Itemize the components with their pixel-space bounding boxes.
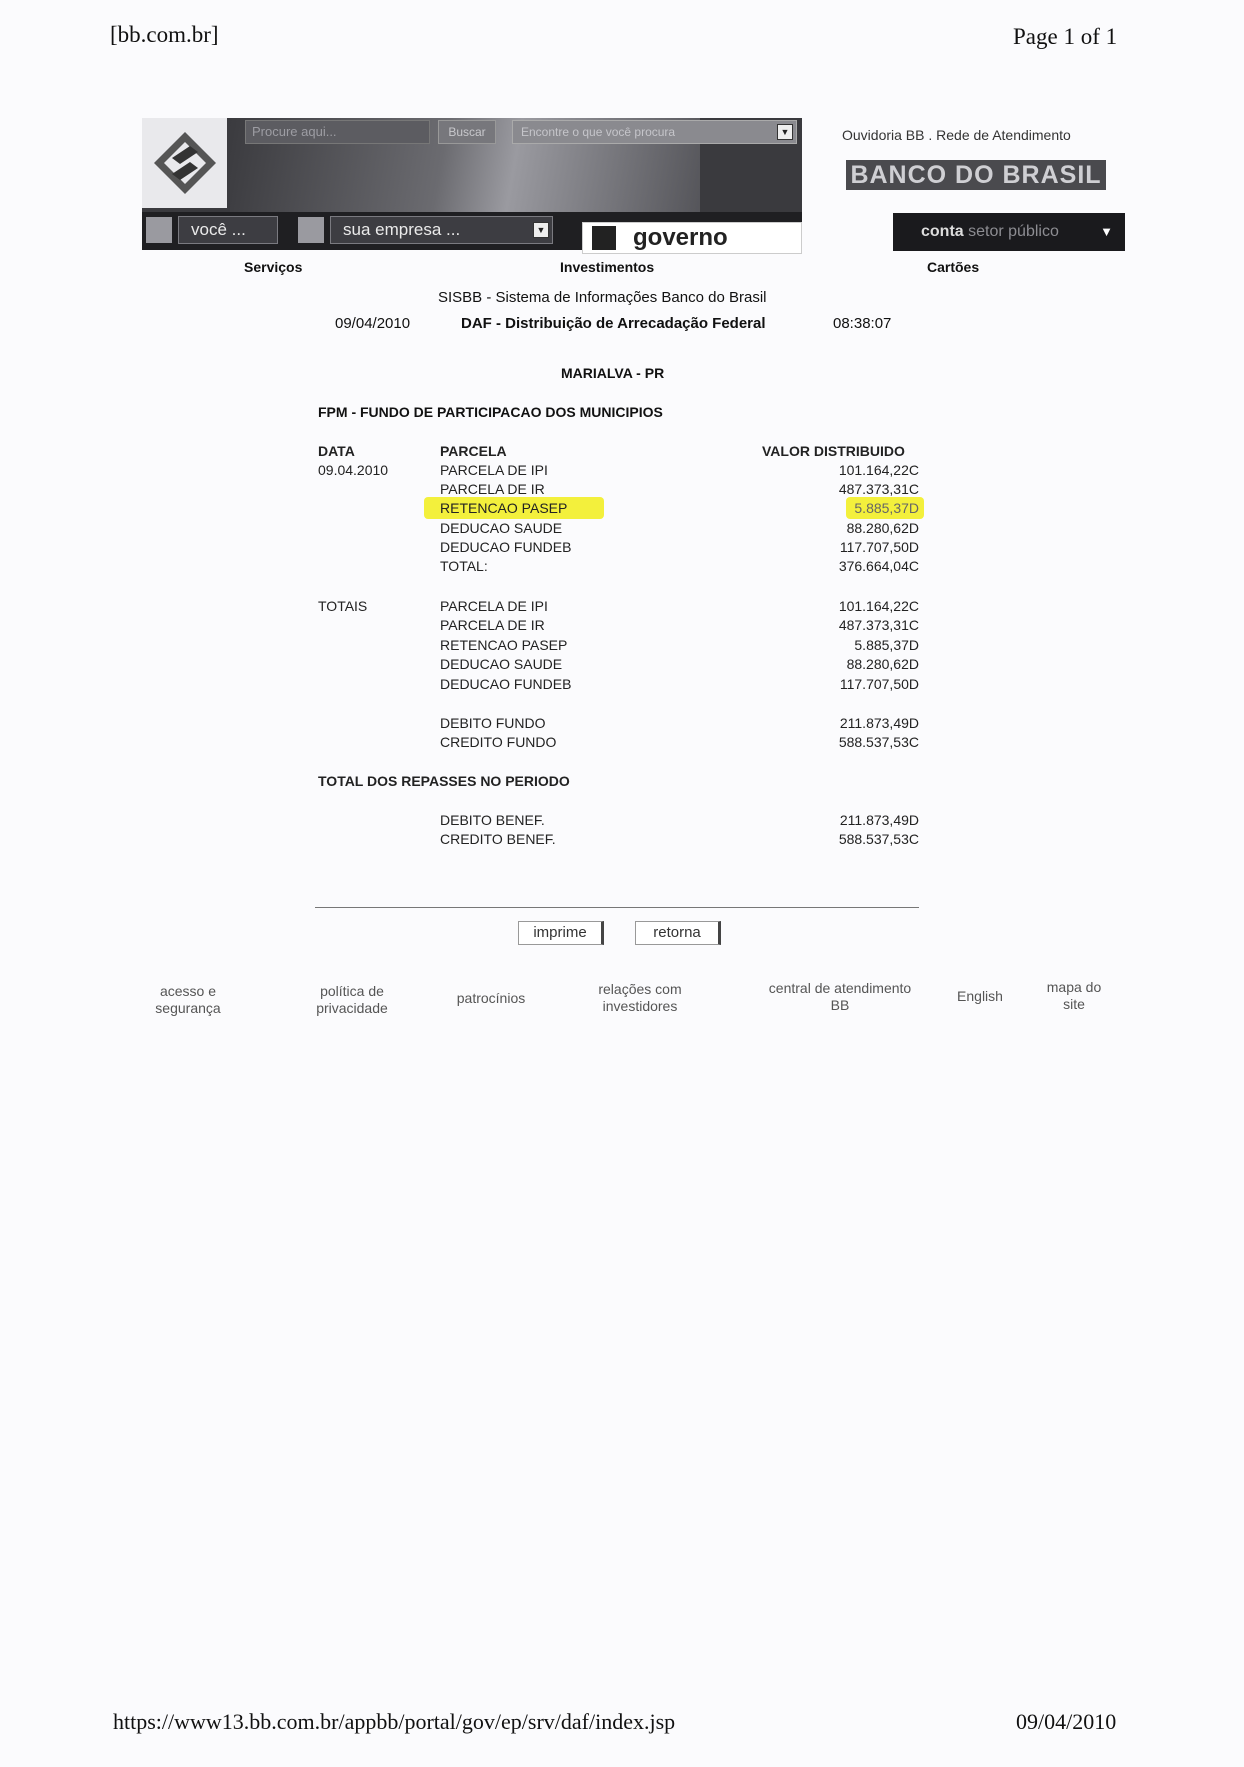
chevron-down-icon: ▼ (1100, 224, 1113, 239)
table-row-parcela: DEDUCAO SAUDE (440, 520, 563, 536)
chevron-down-icon: ▼ (533, 222, 549, 238)
find-select[interactable] (512, 120, 797, 144)
governo-arrow-icon (592, 226, 616, 250)
table-row-parcela: CREDITO BENEF. (440, 831, 556, 847)
find-select-label: Encontre o que você procura (521, 125, 676, 139)
politica-privacidade-link[interactable] (302, 983, 402, 1017)
link-line: investidores (602, 998, 678, 1014)
table-row-parcela: CREDITO FUNDO (440, 734, 557, 750)
divider (315, 907, 919, 908)
mapa-site-link[interactable] (1033, 979, 1115, 1013)
banco-do-brasil-logo[interactable]: BANCO DO BRASIL (846, 160, 1106, 190)
voce-arrow-icon (146, 217, 172, 243)
search-button[interactable]: Buscar (438, 120, 496, 144)
table-row-valor: 588.537,53C (838, 831, 919, 847)
nav-empresa-button[interactable] (330, 216, 553, 244)
link-line: segurança (155, 1000, 221, 1016)
conta-setor-publico-button[interactable] (893, 213, 1125, 251)
table-row-parcela: PARCELA DE IPI (440, 598, 548, 614)
report-date: 09/04/2010 (335, 315, 411, 332)
table-row-parcela: DEBITO FUNDO (440, 715, 546, 731)
table-row-valor: 5.885,37D (854, 637, 919, 653)
acesso-seguranca-link[interactable] (138, 983, 238, 1017)
table-row-valor: 88.280,62D (846, 520, 919, 536)
table-row-parcela: TOTAL: (440, 558, 488, 574)
table-row-valor: 211.873,49D (839, 715, 919, 731)
table-row-valor: 211.873,49D (839, 812, 919, 828)
cartoes-link[interactable]: Cartões (927, 259, 980, 275)
english-link[interactable]: English (957, 988, 1003, 1004)
setor-publico-label: setor público (968, 223, 1059, 240)
print-site-label: [bb.com.br] (110, 22, 219, 47)
link-line: privacidade (316, 1000, 388, 1016)
col-valor-header: VALOR DISTRIBUIDO (762, 443, 905, 459)
investimentos-link[interactable]: Investimentos (560, 259, 655, 275)
empresa-arrow-icon (298, 217, 324, 243)
table-row-valor: 101.164,22C (838, 598, 919, 614)
search-input[interactable]: Procure aqui... (245, 120, 430, 144)
bb-logo-icon (150, 128, 220, 198)
fund-label: FPM - FUNDO DE PARTICIPACAO DOS MUNICIPIOS (318, 404, 663, 420)
chevron-down-icon: ▼ (777, 124, 793, 140)
link-line: mapa do (1046, 979, 1102, 995)
totais-label: TOTAIS (318, 598, 368, 614)
system-title: SISBB - Sistema de Informações Banco do Brasil (438, 289, 767, 306)
link-line: site (1063, 996, 1085, 1012)
table-row-valor: 376.664,04C (838, 558, 919, 574)
link-line: BB (830, 997, 850, 1013)
print-url: https://www13.bb.com.br/appbb/portal/gov/ep/srv/daf/index.jsp (113, 1709, 676, 1734)
nav-voce-button[interactable]: você ... (178, 216, 278, 244)
table-row-valor: 487.373,31C (838, 617, 919, 633)
table-row-parcela: DEBITO BENEF. (440, 812, 545, 828)
table-row-parcela: RETENCAO PASEP (440, 637, 568, 653)
retorna-button[interactable]: retorna (635, 921, 721, 945)
patrocinios-link[interactable]: patrocínios (456, 990, 526, 1006)
table-row-valor: 117.707,50D (839, 676, 919, 692)
bb-logo-mark[interactable] (142, 118, 227, 208)
link-line: acesso e (159, 983, 217, 999)
table-row-valor: 487.373,31C (838, 481, 919, 497)
table-row-valor: 101.164,22C (838, 462, 919, 478)
servicos-link[interactable]: Serviços (244, 259, 303, 275)
print-page-label: Page 1 of 1 (1013, 24, 1118, 49)
repasses-label: TOTAL DOS REPASSES NO PERIODO (318, 773, 570, 789)
row-date: 09.04.2010 (318, 462, 389, 478)
report-time: 08:38:07 (833, 315, 892, 332)
table-row-valor: 88.280,62D (846, 656, 919, 672)
table-row-valor: 5.885,37D (854, 500, 919, 516)
link-line: política de (320, 983, 384, 999)
link-line: relações com (598, 981, 682, 997)
link-line: central de atendimento (768, 980, 912, 996)
table-row-valor: 588.537,53C (838, 734, 919, 750)
col-data-header: DATA (318, 443, 355, 459)
conta-label: conta (921, 223, 964, 240)
nav-empresa-label: sua empresa ... (343, 220, 461, 239)
table-row-parcela: PARCELA DE IR (440, 481, 545, 497)
municipio-label: MARIALVA - PR (561, 365, 665, 381)
imprime-button[interactable]: imprime (518, 921, 604, 945)
col-parcela-header: PARCELA (440, 443, 507, 459)
table-row-parcela: RETENCAO PASEP (440, 500, 568, 516)
table-row-parcela: DEDUCAO FUNDEB (440, 539, 572, 555)
relacoes-investidores-link[interactable] (580, 981, 700, 1015)
table-row-parcela: PARCELA DE IR (440, 617, 545, 633)
table-row-parcela: DEDUCAO SAUDE (440, 656, 563, 672)
ouvidoria-link[interactable]: Ouvidoria BB . Rede de Atendimento (842, 127, 1071, 143)
table-row-parcela: PARCELA DE IPI (440, 462, 548, 478)
print-date: 09/04/2010 (1016, 1709, 1117, 1734)
central-atendimento-link[interactable] (755, 980, 925, 1014)
table-row-valor: 117.707,50D (839, 539, 919, 555)
table-row-parcela: DEDUCAO FUNDEB (440, 676, 572, 692)
nav-governo-button[interactable]: governo (582, 222, 802, 254)
report-title: DAF - Distribuição de Arrecadação Federal (461, 315, 766, 332)
